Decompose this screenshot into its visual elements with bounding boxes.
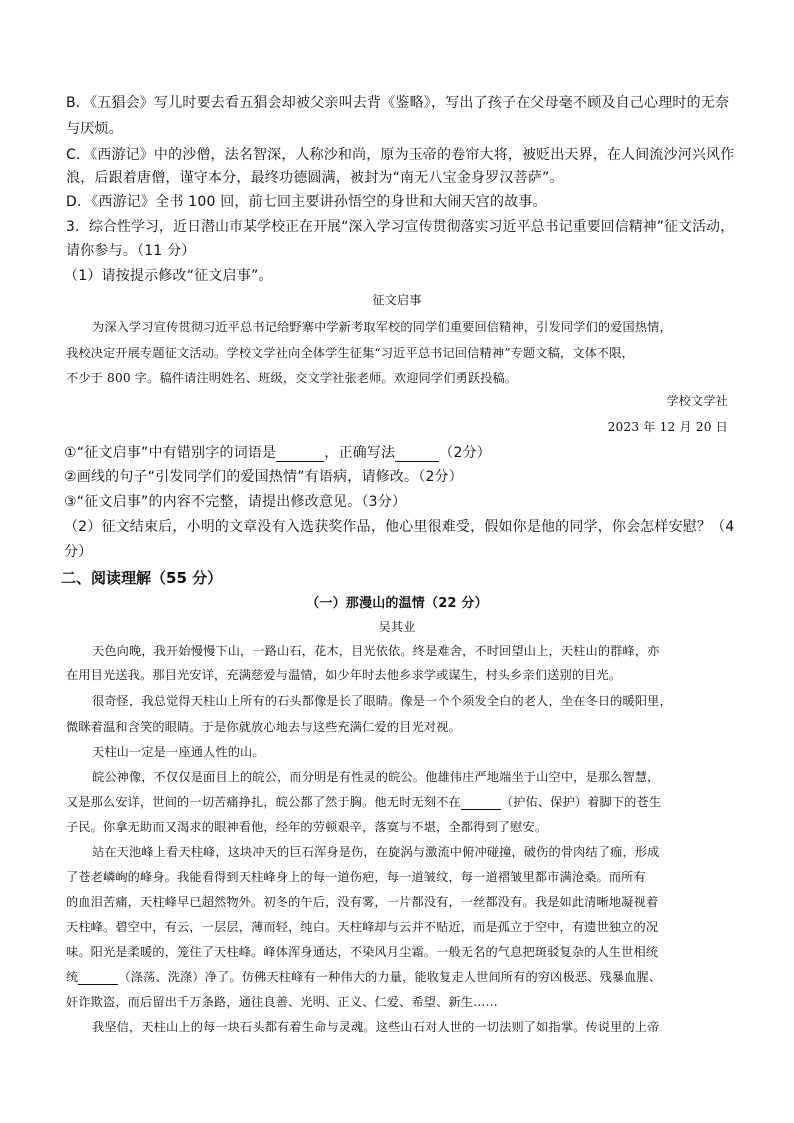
article-p4-line2-b: （护佑、保护）着脚下的苍生 xyxy=(500,795,662,809)
article-p2-line2: 微眯着温和含笑的眼睛。于是你就放心地去与这些充满仁爱的目光对视。 xyxy=(66,720,461,734)
article-p6-line1: 我坚信，天柱山上的每一块石头都有着生命与灵魂。这些山石对人世的一切法则了如指掌。传说里的上帝 xyxy=(92,1020,660,1034)
article-p5-line3: 的血泪苦痛，天柱峰早已超然物外。初冬的午后，没有雾，一片都没有，一丝都没有。我是如此清晰地凝视着 xyxy=(66,895,659,909)
notice-title: 征文启事 xyxy=(372,293,422,307)
article-p1-line1: 天色向晚，我开始慢慢下山，一路山石，花木，目光依依。终是难舍，不时回望山上，天柱山的群峰，亦 xyxy=(92,644,660,658)
article-p5-line6-b: （涤荡、洗涤）净了。仿佛天柱峰有一种伟大的力量，能收复走人世间所有的穷凶极恶、残暴血腥、 xyxy=(118,970,662,984)
notice-line3: 不少于 800 字。稿件请注明姓名、班级，交文学社张老师。欢迎同学们勇跃投稿。 xyxy=(66,371,518,385)
article-p4-line3: 子民。你拿无助而又渴求的眼神看他，经年的劳顿艰辛，落寞与不堪，全都得到了慰安。 xyxy=(66,820,548,834)
q3-line1: 3．综合性学习，近日潜山市某学校正在开展“深入学习宣传贯彻落实习近平总书记重要回信精神”征文活动， xyxy=(66,219,735,235)
article-p5-line1: 站在天池峰上看天柱峰，这块冲天的巨石浑身是伤，在旋涡与激流中俯冲碰撞，破伤的骨肉结了痂，形成 xyxy=(92,845,660,859)
choice-b-line1: B．《五猖会》写儿时要去看五猖会却被父亲叫去背《鉴略》，写出了孩子在父母毫不顾及自己心理时的无奈 xyxy=(66,95,730,111)
section-heading: 二、阅读理解（55 分） xyxy=(61,569,223,587)
article-p5-line2: 了苍老嶙峋的峰身。我能看得到天柱峰身上的每一道伤疤，每一道皱纹，每一道褶皱里都市满沧桑。而所有 xyxy=(66,870,646,884)
article-p5-line7: 奸诈欺盗，而后留出千万条路，通往良善、光明、正义、仁爱、希望、新生…… xyxy=(66,995,498,1009)
notice-date: 2023 年 12 月 20 日 xyxy=(607,420,728,434)
article-author: 吴其业 xyxy=(378,620,416,634)
article-p1-line2: 在用目光送我。那目光安详，充满慈爱与温情，如少年时去他乡求学或谋生，村头乡亲们送别的目光。 xyxy=(66,668,622,682)
notice-line1: 为深入学习宣传贯彻习近平总书记给野寨中学新考取军校的同学们重要回信精神，引发同学们的爱国热情， xyxy=(92,320,672,334)
article-p3: 天柱山一定是一座通人性的山。 xyxy=(92,745,265,759)
article-p4-line2-a: 又是那么安详，世间的一切苦痛挣扎，皖公都了然于胸。他无时无刻不在 xyxy=(66,795,461,809)
notice-line2: 我校决定开展专题征文活动。学校文学社向全体学生征集“习近平总书记回信精神”专题文稿，文体不限， xyxy=(66,346,634,360)
answer-blank-word-choice-2[interactable] xyxy=(78,970,118,985)
task-3: ③“征文启事”的内容不完整，请提出修改意见。（3分） xyxy=(64,494,407,510)
task-1 xyxy=(64,442,491,462)
task-1-score: （2分） xyxy=(439,445,491,461)
article-p4-line1: 皖公神像，不仅仅是面目上的皖公，而分明是有性灵的皖公。他雄伟庄严地端坐于山空中，是那么智慧， xyxy=(92,770,660,784)
task-2: ②画线的句子“引发同学们的爱国热情”有语病，请修改。（2分） xyxy=(64,469,463,485)
q3-sub1: （1）请按提示修改“征文启事”。 xyxy=(64,268,273,284)
choice-b-line2: 与厌烦。 xyxy=(66,121,123,137)
article-p4-line2 xyxy=(66,793,661,810)
article-p5-line5: 味。阳光是柔暖的，笼住了天柱峰。峰体浑身通达，不染风月尘霜。一般无名的气息把斑驳复杂的人生世相统 xyxy=(66,945,659,959)
q3-line2: 请你参与。（11 分） xyxy=(66,243,196,259)
choice-c-line2: 浪，后跟着唐僧，谨守本分，最终功德圆满，被封为“南无八宝金身罗汉菩萨”。 xyxy=(66,170,564,186)
task-1-prompt: ①“征文启事”中有错别字的词语是 xyxy=(64,445,277,461)
choice-d-line1: D．《西游记》全书 100 回，前七回主要讲孙悟空的身世和大闹天宫的故事。 xyxy=(66,194,547,210)
answer-blank-wrong-word[interactable] xyxy=(276,445,324,462)
q3-sub2-line1: （2）征文结束后，小明的文章没有入选获奖作品，他心里很难受，假如你是他的同学，你会怎样安慰？（4 xyxy=(64,519,735,535)
article-p5-line4: 天柱峰。碧空中，有云，一层层，薄而轻，纯白。天柱峰却与云并不贴近，而是孤立于空中，有遗世独立的况 xyxy=(66,920,659,934)
article-p5-line6-a: 统 xyxy=(66,970,79,984)
choice-c-line1: C．《西游记》中的沙僧，法名智深，人称沙和尚，原为玉帝的卷帘大将，被贬出天界，在人间流沙河兴风作 xyxy=(66,147,735,163)
answer-blank-correct-word[interactable] xyxy=(395,445,439,462)
answer-blank-word-choice-1[interactable] xyxy=(461,795,501,810)
notice-signer: 学校文学社 xyxy=(666,394,728,408)
article-p2-line1: 很奇怪，我总觉得天柱山上所有的石头都像是长了眼睛。像是一个个须发全白的老人，坐在冬日的暖阳里， xyxy=(92,694,672,708)
task-1-mid: ，正确写法 xyxy=(324,445,396,461)
q3-sub2-line2: 分） xyxy=(64,544,93,560)
article-p5-line6 xyxy=(66,968,661,985)
article-title: （一）那漫山的温情（22 分） xyxy=(306,596,488,611)
